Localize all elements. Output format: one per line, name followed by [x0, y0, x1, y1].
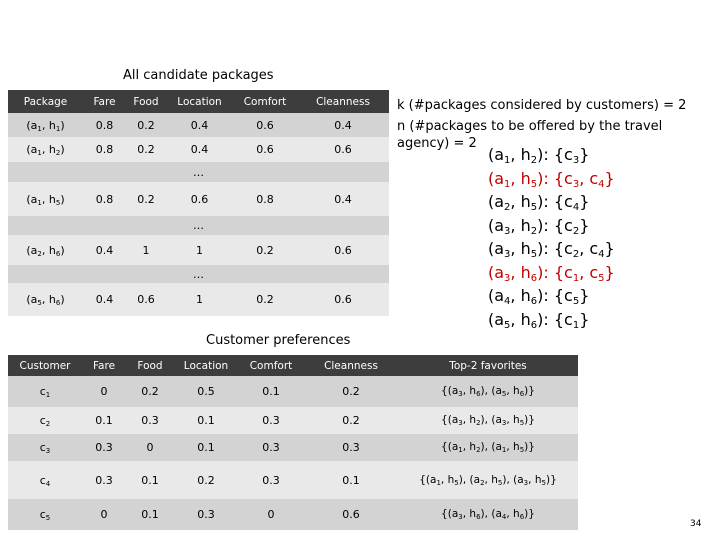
package-name-cell: ($a_5$, $h_6$) [8, 283, 83, 316]
k-note: k (#packages considered by customers) = 2 [397, 98, 687, 113]
ellipsis-row [8, 265, 389, 283]
package-row [8, 235, 389, 265]
subscript: 5 [530, 178, 538, 190]
value-cell: 0.6 [126, 283, 166, 316]
value-cell: 0.2 [126, 113, 166, 137]
subscript: 1 [436, 478, 441, 487]
package-name-cell: ($a_2$, $h_6$) [8, 235, 83, 265]
favorites-cell: {($a_3$, $h_6$), ($a_5$, $h_6$)} [398, 376, 578, 407]
package-name-cell: ($a_1$, $h_2$) [8, 137, 83, 162]
value-cell: 0.1 [174, 407, 238, 434]
subscript: 5 [572, 296, 580, 307]
column-header: Top-2 favorites [398, 355, 578, 376]
assignment-line: ($a_3$, $h_6$): {$c_1$, $c_5$} [488, 262, 615, 284]
page-number: 34 [690, 519, 702, 529]
package-name-cell: ($a_1$, $h_5$) [8, 182, 83, 216]
customer-row [8, 434, 578, 461]
value-cell: 0.2 [233, 235, 297, 265]
subscript: 4 [598, 249, 605, 260]
assignment-line: ($a_3$, $h_2$): $\{c_2\}$ [488, 215, 590, 237]
customer-cell: $c_1$ [8, 376, 82, 407]
value-cell: 0 [126, 434, 174, 461]
value-cell: 0.4 [83, 283, 126, 316]
assignment-line: ($a_3$, $h_5$): {$c_2$, $c_4$} [488, 239, 615, 260]
subscript: 6 [519, 390, 525, 398]
subscript: 1 [572, 272, 580, 284]
subscript: 2 [476, 419, 481, 427]
subscript: 3 [458, 390, 463, 398]
subscript: 4 [501, 513, 507, 521]
value-cell: 0.8 [83, 137, 126, 162]
value-cell: 0.6 [297, 235, 389, 265]
value-cell: 0.4 [297, 113, 389, 137]
favorites-cell: {($a_3$, $h_2$), ($a_3$, $h_5$)} [398, 407, 578, 434]
subscript: 3 [504, 225, 511, 237]
subscript: 3 [458, 513, 463, 521]
customer-cell: $c_4$ [8, 461, 82, 499]
subscript: 6 [476, 390, 481, 398]
value-cell: 0.3 [304, 434, 398, 461]
value-cell: 0.2 [126, 182, 166, 216]
subscript: 1 [504, 155, 511, 166]
favorites-cell: {($a_1$, $h_5$), ($a_2$, $h_5$), ($a_3$, $h_5$)} [398, 461, 578, 499]
subscript: 3 [504, 249, 511, 260]
subscript: 2 [572, 249, 580, 260]
value-cell: 0 [82, 499, 126, 530]
column-header: Package [8, 90, 83, 113]
value-cell: 0.3 [238, 434, 304, 461]
subscript: 6 [476, 513, 481, 521]
value-cell: 0.3 [126, 407, 174, 434]
value-cell: 0.6 [233, 113, 297, 137]
value-cell: 0.2 [126, 376, 174, 407]
subscript: 3 [523, 478, 529, 487]
subscript: 5 [519, 419, 525, 427]
subscript: 5 [497, 478, 503, 487]
value-cell: 0.6 [297, 283, 389, 316]
subscript: 1 [37, 149, 42, 157]
package-name-cell: ($a_1$, $h_1$) [8, 113, 83, 137]
column-header: Customer [8, 355, 82, 376]
ellipsis-cell: … [8, 216, 389, 235]
assignment-line: ($a_4$, $h_6$): $\{c_5\}$ [488, 286, 590, 307]
value-cell: 0.6 [304, 499, 398, 530]
subscript: 5 [530, 249, 538, 260]
subscript: 2 [530, 225, 538, 237]
subscript: 2 [480, 478, 485, 487]
subscript: 3 [458, 419, 463, 427]
value-cell: 0.1 [174, 434, 238, 461]
subscript: 5 [55, 198, 61, 207]
column-header: Fare [83, 90, 126, 113]
favorites-cell: {($a_3$, $h_6$), ($a_4$, $h_6$)} [398, 499, 578, 530]
ellipsis-row [8, 162, 389, 182]
column-header: Food [126, 90, 166, 113]
value-cell: 0.2 [174, 461, 238, 499]
subscript: 3 [572, 178, 580, 190]
value-cell: 0.5 [174, 376, 238, 407]
value-cell: 0.1 [238, 376, 304, 407]
subscript: 5 [530, 202, 538, 213]
value-cell: 0.6 [297, 137, 389, 162]
favorites-cell: {($a_1$, $h_2$), ($a_1$, $h_5$)} [398, 434, 578, 461]
packages-table [8, 90, 389, 316]
value-cell: 0.3 [238, 461, 304, 499]
subscript: 3 [501, 419, 507, 427]
customer-row [8, 376, 578, 407]
value-cell: 0.3 [174, 499, 238, 530]
customer-cell: $c_2$ [8, 407, 82, 434]
subscript: 1 [501, 446, 507, 454]
value-cell: 1 [166, 235, 233, 265]
value-cell: 0.3 [238, 407, 304, 434]
subscript: 2 [45, 420, 51, 428]
preferences-title: Customer preferences [206, 333, 351, 348]
value-cell: 0.3 [82, 434, 126, 461]
subscript: 2 [55, 149, 61, 157]
subscript: 4 [598, 178, 605, 190]
value-cell: 0.1 [126, 499, 174, 530]
subscript: 4 [45, 479, 51, 488]
subscript: 2 [530, 155, 538, 166]
assignment-line: ($a_2$, $h_5$): $\{c_4\}$ [488, 192, 590, 213]
subscript: 5 [37, 299, 42, 307]
customer-row [8, 461, 578, 499]
subscript: 6 [519, 513, 525, 521]
subscript: 4 [572, 202, 580, 213]
value-cell: 0 [82, 376, 126, 407]
column-header: Location [174, 355, 238, 376]
subscript: 6 [55, 299, 61, 307]
subscript: 1 [458, 446, 463, 454]
subscript: 2 [504, 202, 511, 213]
n-note-line1: n (#packages to be offered by the travel [397, 119, 663, 134]
value-cell: 0.2 [304, 376, 398, 407]
package-row [8, 283, 389, 316]
ellipsis-cell: … [8, 162, 389, 182]
assignment-line: ($a_1$, $h_2$): $\{c_3\}$ [488, 145, 590, 166]
subscript: 5 [504, 319, 511, 331]
preferences-table [8, 355, 578, 530]
value-cell: 0.4 [166, 113, 233, 137]
column-header: Location [166, 90, 233, 113]
column-header: Comfort [233, 90, 297, 113]
packages-title: All candidate packages [123, 68, 274, 83]
subscript: 1 [37, 124, 42, 133]
package-row [8, 182, 389, 216]
value-cell: 1 [126, 235, 166, 265]
subscript: 5 [454, 478, 459, 487]
package-row [8, 113, 389, 137]
value-cell: 0.8 [233, 182, 297, 216]
subscript: 1 [45, 391, 51, 399]
subscript: 3 [504, 272, 511, 284]
subscript: 1 [572, 319, 580, 331]
value-cell: 0.6 [233, 137, 297, 162]
subscript: 2 [572, 225, 580, 237]
value-cell: 0.8 [83, 113, 126, 137]
subscript: 6 [530, 319, 538, 331]
subscript: 6 [530, 296, 538, 307]
customer-cell: $c_3$ [8, 434, 82, 461]
customer-row [8, 499, 578, 530]
subscript: 5 [501, 390, 507, 398]
assignment-line: ($a_1$, $h_5$): {$c_3$, $c_4$} [488, 168, 615, 190]
customer-cell: $c_5$ [8, 499, 82, 530]
value-cell: 1 [166, 283, 233, 316]
column-header: Fare [82, 355, 126, 376]
value-cell: 0.2 [126, 137, 166, 162]
subscript: 2 [37, 249, 42, 258]
value-cell: 0.4 [166, 137, 233, 162]
subscript: 6 [55, 249, 61, 258]
assignment-list [488, 143, 615, 331]
column-header: Cleanness [304, 355, 398, 376]
subscript: 3 [572, 155, 580, 166]
ellipsis-cell: … [8, 265, 389, 283]
subscript: 5 [541, 478, 546, 487]
value-cell: 0.4 [83, 235, 126, 265]
subscript: 6 [530, 272, 538, 284]
subscript: 4 [504, 296, 511, 307]
subscript: 2 [476, 446, 481, 454]
value-cell: 0.2 [233, 283, 297, 316]
value-cell: 0.3 [82, 461, 126, 499]
value-cell: 0.8 [83, 182, 126, 216]
value-cell: 0.1 [126, 461, 174, 499]
subscript: 1 [504, 178, 511, 190]
value-cell: 0.1 [82, 407, 126, 434]
value-cell: 0.6 [166, 182, 233, 216]
value-cell: 0.2 [304, 407, 398, 434]
subscript: 1 [37, 198, 42, 207]
package-row [8, 137, 389, 162]
column-header: Comfort [238, 355, 304, 376]
subscript: 5 [598, 272, 605, 284]
ellipsis-row [8, 216, 389, 235]
subscript: 3 [45, 447, 51, 455]
column-header: Food [126, 355, 174, 376]
subscript: 5 [519, 446, 525, 454]
customer-row [8, 407, 578, 434]
assignment-line: ($a_5$, $h_6$): $\{c_1\}$ [488, 309, 590, 331]
value-cell: 0.4 [297, 182, 389, 216]
column-header: Cleanness [297, 90, 389, 113]
value-cell: 0.1 [304, 461, 398, 499]
subscript: 1 [55, 124, 61, 133]
n-note-line2: agency) = 2 [397, 136, 477, 151]
value-cell: 0 [238, 499, 304, 530]
subscript: 5 [45, 514, 51, 522]
